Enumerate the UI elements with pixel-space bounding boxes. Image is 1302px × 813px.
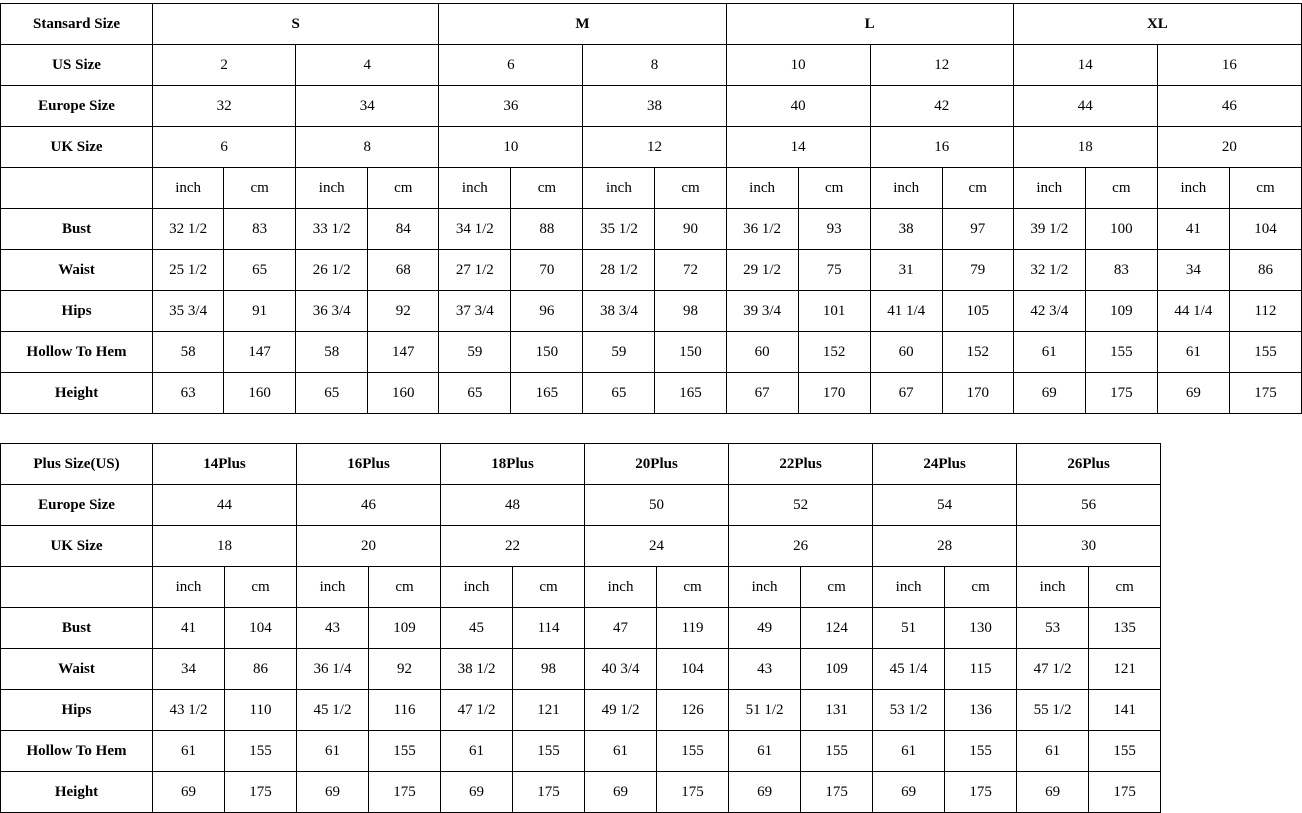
unit-cell: cm [655, 168, 726, 209]
cell: 61 [873, 731, 945, 772]
plus-size-16: 16Plus [297, 444, 441, 485]
cell: 61 [1017, 731, 1089, 772]
cell: 60 [726, 332, 798, 373]
cell: 175 [225, 772, 297, 813]
cell: 46 [1157, 86, 1301, 127]
row-label-height: Height [1, 772, 153, 813]
cell: 88 [511, 209, 583, 250]
cell: 110 [225, 690, 297, 731]
cell: 69 [1157, 373, 1229, 414]
cell: 175 [801, 772, 873, 813]
cell: 8 [583, 45, 726, 86]
cell: 10 [439, 127, 583, 168]
cell: 34 [1157, 250, 1229, 291]
cell: 175 [657, 772, 729, 813]
cell: 26 1/2 [296, 250, 368, 291]
cell: 43 1/2 [153, 690, 225, 731]
cell: 75 [798, 250, 870, 291]
cell: 36 [439, 86, 583, 127]
row-label-uk-size: UK Size [1, 127, 153, 168]
cell: 72 [655, 250, 726, 291]
table-row [1, 444, 1161, 485]
unit-row-empty-label [1, 567, 153, 608]
cell: 165 [655, 373, 726, 414]
cell: 47 1/2 [1017, 649, 1089, 690]
cell: 91 [224, 291, 296, 332]
plus-size-26: 26Plus [1017, 444, 1161, 485]
cell: 67 [870, 373, 942, 414]
cell: 51 1/2 [729, 690, 801, 731]
cell: 104 [657, 649, 729, 690]
cell: 45 1/2 [297, 690, 369, 731]
cell: 104 [1229, 209, 1301, 250]
cell: 20 [297, 526, 441, 567]
cell: 33 1/2 [296, 209, 368, 250]
cell: 20 [1157, 127, 1301, 168]
cell: 18 [153, 526, 297, 567]
cell: 35 1/2 [583, 209, 655, 250]
cell: 67 [726, 373, 798, 414]
cell: 69 [153, 772, 225, 813]
cell: 28 [873, 526, 1017, 567]
row-label-hips: Hips [1, 291, 153, 332]
cell: 175 [1089, 772, 1161, 813]
cell: 48 [441, 485, 585, 526]
table-row-units [1, 168, 1302, 209]
cell: 105 [942, 291, 1013, 332]
cell: 65 [439, 373, 511, 414]
cell: 121 [1089, 649, 1161, 690]
cell: 25 1/2 [153, 250, 224, 291]
cell: 97 [942, 209, 1013, 250]
row-label-height: Height [1, 373, 153, 414]
cell: 32 [153, 86, 296, 127]
cell: 93 [798, 209, 870, 250]
unit-cell: cm [945, 567, 1017, 608]
cell: 61 [729, 731, 801, 772]
cell: 14 [1013, 45, 1157, 86]
cell: 61 [1013, 332, 1085, 373]
cell: 32 1/2 [153, 209, 224, 250]
cell: 41 1/4 [870, 291, 942, 332]
cell: 39 3/4 [726, 291, 798, 332]
cell: 116 [369, 690, 441, 731]
unit-cell: inch [873, 567, 945, 608]
cell: 43 [729, 649, 801, 690]
cell: 53 1/2 [873, 690, 945, 731]
table-row-units [1, 567, 1161, 608]
cell: 42 3/4 [1013, 291, 1085, 332]
cell: 150 [655, 332, 726, 373]
cell: 36 3/4 [296, 291, 368, 332]
cell: 155 [369, 731, 441, 772]
unit-cell: inch [585, 567, 657, 608]
cell: 63 [153, 373, 224, 414]
plus-size-table [0, 443, 1161, 813]
cell: 6 [439, 45, 583, 86]
cell: 160 [224, 373, 296, 414]
cell: 58 [153, 332, 224, 373]
cell: 41 [153, 608, 225, 649]
cell: 160 [368, 373, 439, 414]
unit-cell: inch [726, 168, 798, 209]
unit-cell: inch [153, 567, 225, 608]
cell: 69 [441, 772, 513, 813]
row-label-hollow-to-hem: Hollow To Hem [1, 731, 153, 772]
cell: 34 1/2 [439, 209, 511, 250]
cell: 65 [583, 373, 655, 414]
cell: 155 [1085, 332, 1157, 373]
cell: 65 [296, 373, 368, 414]
cell: 92 [368, 291, 439, 332]
row-label-bust: Bust [1, 209, 153, 250]
cell: 112 [1229, 291, 1301, 332]
table-row [1, 772, 1161, 813]
cell: 155 [945, 731, 1017, 772]
cell: 61 [297, 731, 369, 772]
size-group-m: M [439, 4, 726, 45]
table-row [1, 373, 1302, 414]
unit-cell: cm [225, 567, 297, 608]
cell: 18 [1013, 127, 1157, 168]
cell: 100 [1085, 209, 1157, 250]
table-row [1, 4, 1302, 45]
cell: 35 3/4 [153, 291, 224, 332]
cell: 50 [585, 485, 729, 526]
cell: 92 [369, 649, 441, 690]
cell: 152 [798, 332, 870, 373]
cell: 49 [729, 608, 801, 649]
cell: 40 3/4 [585, 649, 657, 690]
cell: 115 [945, 649, 1017, 690]
cell: 45 [441, 608, 513, 649]
cell: 55 1/2 [1017, 690, 1089, 731]
standard-size-header: Stansard Size [1, 4, 153, 45]
row-label-waist: Waist [1, 250, 153, 291]
unit-cell: inch [1013, 168, 1085, 209]
cell: 84 [368, 209, 439, 250]
cell: 49 1/2 [585, 690, 657, 731]
cell: 69 [585, 772, 657, 813]
cell: 6 [153, 127, 296, 168]
plus-size-20: 20Plus [585, 444, 729, 485]
table-row [1, 332, 1302, 373]
row-label-bust: Bust [1, 608, 153, 649]
cell: 30 [1017, 526, 1161, 567]
cell: 147 [224, 332, 296, 373]
cell: 40 [726, 86, 870, 127]
table-row [1, 250, 1302, 291]
row-label-waist: Waist [1, 649, 153, 690]
cell: 69 [1013, 373, 1085, 414]
cell: 155 [1089, 731, 1161, 772]
row-label-europe-size: Europe Size [1, 485, 153, 526]
cell: 155 [225, 731, 297, 772]
cell: 41 [1157, 209, 1229, 250]
unit-cell: cm [511, 168, 583, 209]
cell: 69 [729, 772, 801, 813]
table-row [1, 209, 1302, 250]
cell: 44 [1013, 86, 1157, 127]
size-group-l: L [726, 4, 1013, 45]
cell: 44 1/4 [1157, 291, 1229, 332]
cell: 86 [225, 649, 297, 690]
cell: 46 [297, 485, 441, 526]
cell: 155 [513, 731, 585, 772]
cell: 47 1/2 [441, 690, 513, 731]
cell: 150 [511, 332, 583, 373]
cell: 32 1/2 [1013, 250, 1085, 291]
table-row [1, 45, 1302, 86]
unit-cell: inch [729, 567, 801, 608]
cell: 31 [870, 250, 942, 291]
cell: 12 [870, 45, 1013, 86]
table-row [1, 127, 1302, 168]
cell: 44 [153, 485, 297, 526]
row-label-us-size: US Size [1, 45, 153, 86]
unit-cell: inch [296, 168, 368, 209]
unit-cell: inch [439, 168, 511, 209]
cell: 170 [942, 373, 1013, 414]
unit-cell: inch [441, 567, 513, 608]
cell: 136 [945, 690, 1017, 731]
cell: 175 [513, 772, 585, 813]
cell: 61 [441, 731, 513, 772]
plus-size-22: 22Plus [729, 444, 873, 485]
unit-cell: inch [870, 168, 942, 209]
plus-size-24: 24Plus [873, 444, 1017, 485]
unit-cell: inch [1017, 567, 1089, 608]
unit-cell: inch [153, 168, 224, 209]
unit-cell: inch [583, 168, 655, 209]
cell: 126 [657, 690, 729, 731]
cell: 52 [729, 485, 873, 526]
cell: 165 [511, 373, 583, 414]
cell: 131 [801, 690, 873, 731]
cell: 121 [513, 690, 585, 731]
cell: 28 1/2 [583, 250, 655, 291]
table-row [1, 291, 1302, 332]
row-label-hollow-to-hem: Hollow To Hem [1, 332, 153, 373]
cell: 152 [942, 332, 1013, 373]
cell: 61 [1157, 332, 1229, 373]
cell: 26 [729, 526, 873, 567]
cell: 155 [1229, 332, 1301, 373]
cell: 61 [153, 731, 225, 772]
size-group-xl: XL [1013, 4, 1301, 45]
unit-cell: cm [1229, 168, 1301, 209]
cell: 175 [1085, 373, 1157, 414]
cell: 16 [1157, 45, 1301, 86]
cell: 135 [1089, 608, 1161, 649]
unit-cell: cm [1089, 567, 1161, 608]
cell: 155 [657, 731, 729, 772]
cell: 38 [870, 209, 942, 250]
cell: 130 [945, 608, 1017, 649]
cell: 98 [655, 291, 726, 332]
cell: 147 [368, 332, 439, 373]
unit-cell: cm [657, 567, 729, 608]
row-label-europe-size: Europe Size [1, 86, 153, 127]
plus-size-18: 18Plus [441, 444, 585, 485]
table-row [1, 526, 1161, 567]
cell: 39 1/2 [1013, 209, 1085, 250]
size-group-s: S [153, 4, 439, 45]
cell: 109 [1085, 291, 1157, 332]
cell: 90 [655, 209, 726, 250]
unit-cell: cm [368, 168, 439, 209]
cell: 42 [870, 86, 1013, 127]
cell: 14 [726, 127, 870, 168]
cell: 68 [368, 250, 439, 291]
unit-cell: cm [513, 567, 585, 608]
cell: 175 [1229, 373, 1301, 414]
unit-cell: cm [1085, 168, 1157, 209]
cell: 101 [798, 291, 870, 332]
table-row [1, 690, 1161, 731]
cell: 22 [441, 526, 585, 567]
cell: 54 [873, 485, 1017, 526]
row-label-uk-size: UK Size [1, 526, 153, 567]
cell: 104 [225, 608, 297, 649]
cell: 86 [1229, 250, 1301, 291]
cell: 29 1/2 [726, 250, 798, 291]
cell: 98 [513, 649, 585, 690]
unit-cell: cm [801, 567, 873, 608]
cell: 59 [439, 332, 511, 373]
cell: 10 [726, 45, 870, 86]
cell: 69 [873, 772, 945, 813]
cell: 155 [801, 731, 873, 772]
cell: 119 [657, 608, 729, 649]
cell: 175 [945, 772, 1017, 813]
cell: 37 3/4 [439, 291, 511, 332]
row-label-hips: Hips [1, 690, 153, 731]
cell: 12 [583, 127, 726, 168]
cell: 83 [1085, 250, 1157, 291]
cell: 60 [870, 332, 942, 373]
unit-cell: cm [224, 168, 296, 209]
unit-cell: cm [798, 168, 870, 209]
cell: 109 [801, 649, 873, 690]
unit-cell: cm [942, 168, 1013, 209]
cell: 114 [513, 608, 585, 649]
table-row [1, 608, 1161, 649]
cell: 51 [873, 608, 945, 649]
cell: 38 3/4 [583, 291, 655, 332]
table-row [1, 649, 1161, 690]
cell: 38 [583, 86, 726, 127]
cell: 61 [585, 731, 657, 772]
cell: 2 [153, 45, 296, 86]
cell: 70 [511, 250, 583, 291]
unit-cell: inch [1157, 168, 1229, 209]
cell: 38 1/2 [441, 649, 513, 690]
cell: 109 [369, 608, 441, 649]
plus-size-header: Plus Size(US) [1, 444, 153, 485]
cell: 8 [296, 127, 439, 168]
cell: 34 [153, 649, 225, 690]
cell: 69 [297, 772, 369, 813]
unit-cell: inch [297, 567, 369, 608]
cell: 58 [296, 332, 368, 373]
cell: 141 [1089, 690, 1161, 731]
cell: 47 [585, 608, 657, 649]
cell: 45 1/4 [873, 649, 945, 690]
cell: 43 [297, 608, 369, 649]
cell: 124 [801, 608, 873, 649]
plus-size-14: 14Plus [153, 444, 297, 485]
cell: 36 1/4 [297, 649, 369, 690]
cell: 69 [1017, 772, 1089, 813]
cell: 170 [798, 373, 870, 414]
cell: 59 [583, 332, 655, 373]
cell: 56 [1017, 485, 1161, 526]
table-row [1, 86, 1302, 127]
cell: 24 [585, 526, 729, 567]
cell: 175 [369, 772, 441, 813]
table-row [1, 731, 1161, 772]
unit-cell: cm [369, 567, 441, 608]
table-row [1, 485, 1161, 526]
cell: 36 1/2 [726, 209, 798, 250]
unit-row-empty-label [1, 168, 153, 209]
standard-size-table [0, 3, 1302, 414]
cell: 79 [942, 250, 1013, 291]
cell: 16 [870, 127, 1013, 168]
cell: 27 1/2 [439, 250, 511, 291]
cell: 96 [511, 291, 583, 332]
cell: 4 [296, 45, 439, 86]
cell: 34 [296, 86, 439, 127]
cell: 65 [224, 250, 296, 291]
cell: 83 [224, 209, 296, 250]
cell: 53 [1017, 608, 1089, 649]
